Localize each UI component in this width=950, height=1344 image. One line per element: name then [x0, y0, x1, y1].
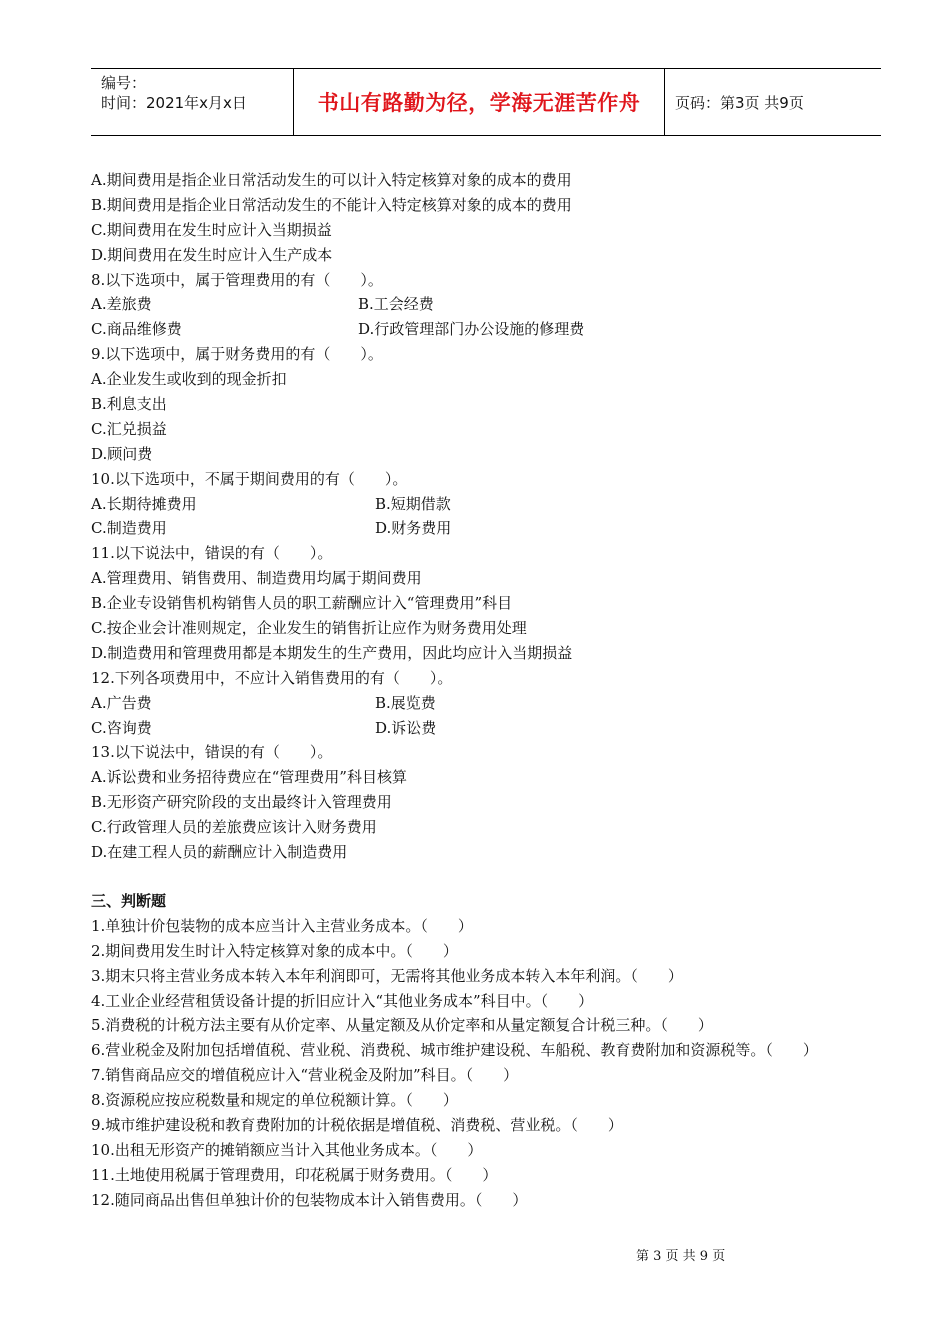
q10-option-b: B.短期借款 [375, 494, 451, 513]
q13-stem: 13.以下说法中，错误的有（ ）。 [91, 743, 333, 762]
q11-option-b: B.企业专设销售机构销售人员的职工薪酬应计入“管理费用”科目 [91, 594, 513, 613]
q12-option-d: D.诉讼费 [375, 718, 437, 737]
q11-option-d: D.制造费用和管理费用都是本期发生的生产费用，因此均应计入当期损益 [91, 643, 573, 662]
judge-item-8: 8.资源税应按应税数量和规定的单位税额计算。（ ） [91, 1091, 458, 1110]
judge-item-1: 1.单独计价包装物的成本应当计入主营业务成本。（ ） [91, 916, 473, 935]
judge-item-2: 2.期间费用发生时计入特定核算对象的成本中。（ ） [91, 941, 458, 960]
judge-item-7: 7.销售商品应交的增值税应计入“营业税金及附加”科目。（ ） [91, 1066, 519, 1085]
q9-option-c: C.汇兑损益 [91, 419, 167, 438]
q12-option-b: B.展览费 [375, 693, 436, 712]
q12-stem: 12.下列各项费用中，不应计入销售费用的有（ ）。 [91, 668, 453, 687]
q8-options-row-1 [91, 292, 891, 317]
q12-options-row-1 [91, 691, 891, 716]
footer-page-number: 第 3 页 共 9 页 [636, 1249, 726, 1264]
section-3-title: 三、判断题 [91, 891, 167, 910]
q12-option-c: C.咨询费 [91, 718, 152, 737]
q8-stem: 8.以下选项中，属于管理费用的有（ ）。 [91, 270, 383, 289]
q8-option-a: A.差旅费 [91, 295, 152, 314]
q7-option-a: A.期间费用是指企业日常活动发生的可以计入特定核算对象的成本的费用 [91, 171, 572, 189]
q9-option-a: A.企业发生或收到的现金折扣 [91, 370, 287, 389]
header-meta [91, 69, 293, 135]
q13-option-c: C.行政管理人员的差旅费应该计入财务费用 [91, 818, 377, 837]
header-motto: 书山有路勤为径，学海无涯苦作舟 [293, 69, 665, 135]
q8-option-b: B.工会经费 [358, 295, 434, 314]
judge-item-12: 12.随同商品出售但单独计价的包装物成本计入销售费用。（ ） [91, 1190, 528, 1209]
q10-option-d: D.财务费用 [375, 519, 452, 538]
judge-item-9: 9.城市维护建设税和教育费附加的计税依据是增值税、消费税、营业税。（ ） [91, 1115, 623, 1134]
q13-option-d: D.在建工程人员的薪酬应计入制造费用 [91, 843, 348, 862]
q13-option-b: B.无形资产研究阶段的支出最终计入管理费用 [91, 793, 392, 812]
q7-option-b: B.期间费用是指企业日常活动发生的不能计入特定核算对象的成本的费用 [91, 195, 572, 214]
time-label: 时间：2021年x月x日 [101, 94, 247, 112]
page-header [91, 68, 881, 136]
judge-item-3: 3.期末只将主营业务成本转入本年利润即可，无需将其他业务成本转入本年利润。（ ） [91, 966, 683, 985]
q10-stem: 10.以下选项中，不属于期间费用的有（ ）。 [91, 469, 408, 488]
q8-option-d: D.行政管理部门办公设施的修理费 [358, 320, 585, 339]
q11-option-a: A.管理费用、销售费用、制造费用均属于期间费用 [91, 569, 422, 588]
q10-option-a: A.长期待摊费用 [91, 494, 197, 513]
judge-item-10: 10.出租无形资产的摊销额应当计入其他业务成本。（ ） [91, 1140, 483, 1159]
judge-item-5: 5.消费税的计税方法主要有从价定率、从量定额及从价定率和从量定额复合计税三种。（ ） [91, 1016, 713, 1035]
judge-item-4: 4.工业企业经营租赁设备计提的折旧应计入“其他业务成本”科目中。（ ） [91, 991, 594, 1010]
q10-options-row-2 [91, 516, 891, 541]
q7-option-c: C.期间费用在发生时应计入当期损益 [91, 220, 332, 239]
q9-option-d: D.顾问费 [91, 444, 153, 463]
document-body [91, 168, 891, 1213]
q12-options-row-2 [91, 716, 891, 741]
q11-stem: 11.以下说法中，错误的有（ ）。 [91, 544, 333, 563]
q7-option-d: D.期间费用在发生时应计入生产成本 [91, 245, 333, 264]
q11-option-c: C.按企业会计准则规定，企业发生的销售折让应作为财务费用处理 [91, 619, 527, 638]
q10-option-c: C.制造费用 [91, 519, 167, 538]
header-page-label: 页码：第3页 共9页 [675, 93, 804, 112]
number-label: 编号： [101, 74, 147, 92]
q9-stem: 9.以下选项中，属于财务费用的有（ ）。 [91, 345, 383, 364]
q10-options-row-1 [91, 492, 891, 517]
q8-options-row-2 [91, 317, 891, 342]
judge-item-6: 6.营业税金及附加包括增值税、营业税、消费税、城市维护建设税、车船税、教育费附加和资源税等。（ ） [91, 1041, 818, 1060]
judge-item-11: 11.土地使用税属于管理费用，印花税属于财务费用。（ ） [91, 1165, 498, 1184]
q12-option-a: A.广告费 [91, 693, 152, 712]
q13-option-a: A.诉讼费和业务招待费应在“管理费用”科目核算 [91, 768, 407, 787]
q9-option-b: B.利息支出 [91, 395, 167, 414]
q8-option-c: C.商品维修费 [91, 320, 182, 339]
